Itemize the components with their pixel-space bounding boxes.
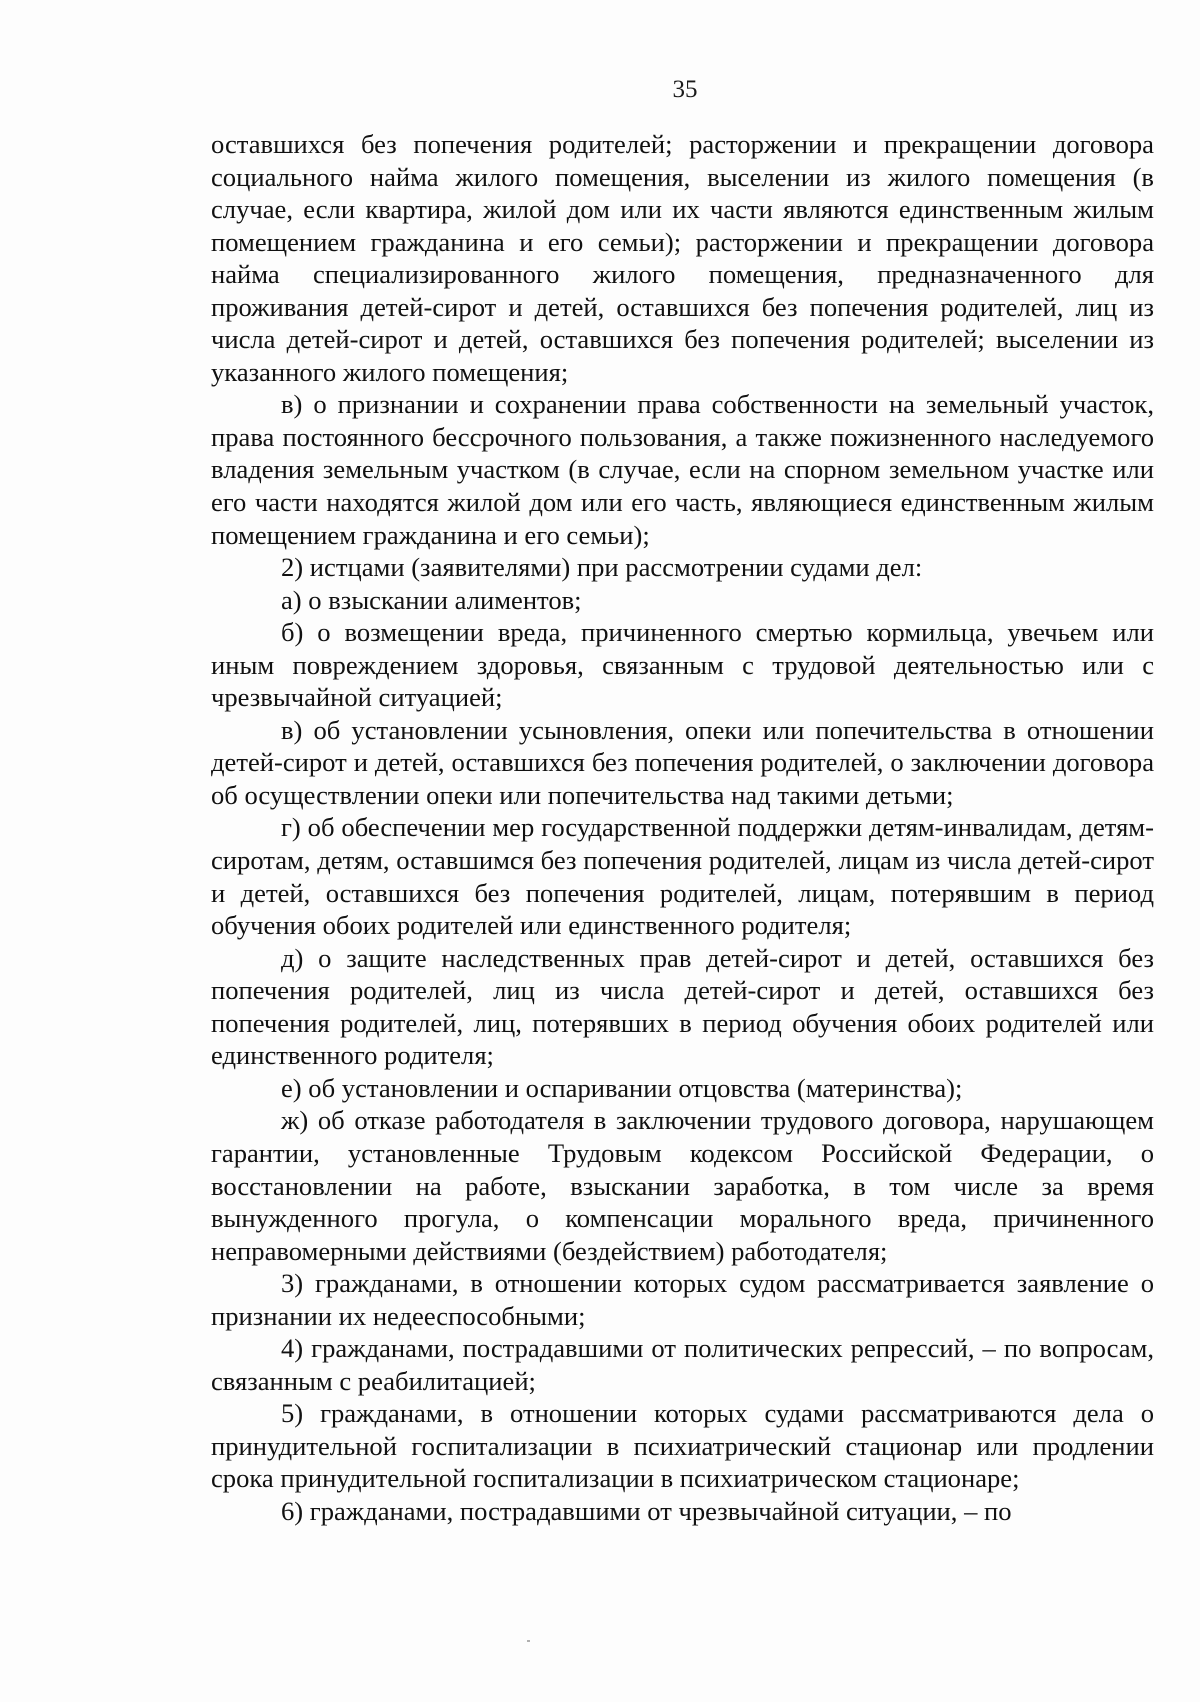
paragraph-item-4-repressions: 4) гражданами, пострадавшими от политических репрессий, – по вопросам, связанным с реабилитацией; <box>211 1333 1154 1396</box>
paragraph-item-v-land: в) о признании и сохранении права собственности на земельный участок, права постоянного бессрочного пользования, а также пожизненного наследуемого владения земельным участком (в случае, если на спорном земельном участке или его части находятся жилой дом или его часть, являющиеся единственным жилым помещением гражданина и его семьи); <box>211 389 1154 550</box>
paragraph-item-zh-employment: ж) об отказе работодателя в заключении трудового договора, нарушающем гарантии, установленные Трудовым кодексом Российской Федерации, о восстановлении на работе, взыскании заработка, в том числе за время вынужденного прогула, о компенсации морального вреда, причиненного неправомерными действиями (бездействием) работодателя; <box>211 1105 1154 1266</box>
paragraph-item-v-adoption: в) об установлении усыновления, опеки или попечительства в отношении детей-сирот и детей, оставшихся без попечения родителей, о заключении договора об осуществлении опеки или попечительства над такими детьми; <box>211 714 1154 810</box>
paragraph-item-3-incapacity: 3) гражданами, в отношении которых судом рассматривается заявление о признании их недееспособными; <box>211 1268 1154 1331</box>
paragraph-item-2-plaintiffs: 2) истцами (заявителями) при рассмотрении судами дел: <box>281 552 923 583</box>
paragraph-item-6-emergency: 6) гражданами, пострадавшими от чрезвычайной ситуации, – по <box>281 1495 1012 1526</box>
paragraph-item-e-paternity: е) об установлении и оспаривании отцовства (материнства); <box>281 1072 963 1103</box>
paragraph-item-d-inheritance: д) о защите наследственных прав детей-сирот и детей, оставшихся без попечения родителей, лиц из числа детей-сирот и детей, оставшихся без попечения родителей, лиц, потерявших в период обучения обоих родителей или единственного родителя; <box>211 942 1154 1071</box>
paragraph-item-a-alimony: а) о взыскании алиментов; <box>281 584 582 615</box>
document-body <box>211 128 1154 1528</box>
scan-artifact <box>527 1640 530 1642</box>
page-number: 35 <box>672 76 698 103</box>
paragraph-item-g-support: г) об обеспечении мер государственной поддержки детям-инвалидам, детям-сиротам, детям, оставшимся без попечения родителей, лицам из числа детей-сирот и детей, оставшихся без попечения родителей, лицам, потерявшим в период обучения обоих родителей или единственного родителя; <box>211 812 1154 941</box>
paragraph-item-b-damages: б) о возмещении вреда, причиненного смертью кормильца, увечьем или иным повреждением здоровья, связанным с трудовой деятельностью или с чрезвычайной ситуацией; <box>211 617 1154 713</box>
paragraph-continuation: оставшихся без попечения родителей; расторжении и прекращении договора социального найма жилого помещения, выселении из жилого помещения (в случае, если квартира, жилой дом или их части являются единственным жилым помещением гражданина и его семьи); расторжении и прекращении договора найма специализированного жилого помещения, предназначенного для проживания детей-сирот и детей, оставшихся без попечения родителей, лиц из числа детей-сирот и детей, оставшихся без попечения родителей; выселении из указанного жилого помещения; <box>211 129 1154 387</box>
paragraph-item-5-hospitalization: 5) гражданами, в отношении которых судами рассматриваются дела о принудительной госпитализации в психиатрический стационар или продлении срока принудительной госпитализации в психиатрическом стационаре; <box>211 1398 1154 1494</box>
